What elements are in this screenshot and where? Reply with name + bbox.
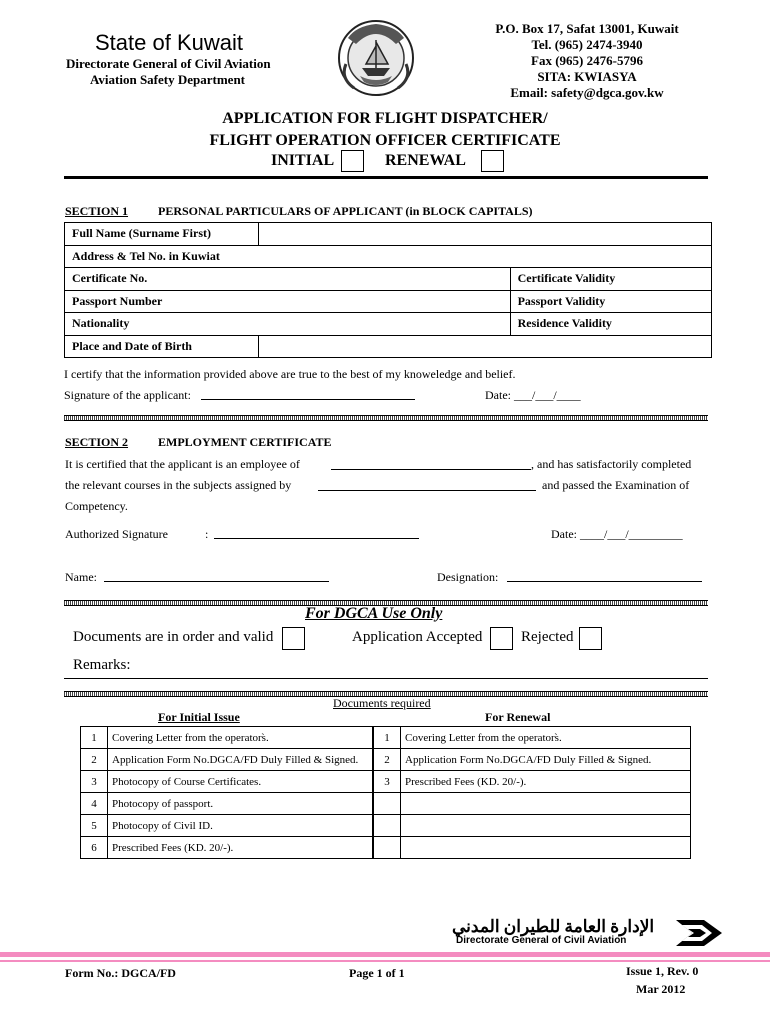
remarks-label: Remarks: (73, 657, 131, 673)
table-row (374, 727, 691, 749)
employer-field[interactable] (331, 469, 531, 470)
table-row (81, 749, 373, 771)
cert-validity-label[interactable]: Certificate Validity (510, 268, 711, 291)
footer-band-thin (0, 960, 770, 962)
doc-description (401, 793, 691, 815)
applicant-signature-line[interactable] (201, 399, 415, 400)
passport-validity-label[interactable]: Passport Validity (510, 290, 711, 313)
doc-number: 3 (81, 771, 108, 793)
residence-validity-label[interactable]: Residence Validity (510, 313, 711, 336)
title-line2: FLIGHT OPERATION OFFICER CERTIFICATE (209, 132, 561, 149)
doc-description: Prescribed Fees (KD. 20/-). (108, 837, 373, 859)
table-row (65, 245, 712, 268)
renewal-docs-table (373, 726, 691, 859)
documents-required-title: Documents required (333, 696, 431, 710)
doc-number (374, 793, 401, 815)
doc-number: 6 (81, 837, 108, 859)
table-row (81, 815, 373, 837)
dgca-logo-arrow-icon (676, 920, 722, 946)
table-row (374, 815, 691, 837)
contact-email: Email: safety@dgca.gov.kw (510, 85, 664, 100)
initial-issue-heading: For Initial Issue (158, 710, 240, 724)
authorized-signature-line[interactable] (214, 538, 419, 539)
renewal-option (385, 152, 466, 170)
doc-number: 3 (374, 771, 401, 793)
address-label[interactable]: Address & Tel No. in Kuwiat (65, 245, 712, 268)
initial-checkbox[interactable] (341, 150, 364, 172)
cert-no-label[interactable]: Certificate No. (65, 268, 511, 291)
initial-docs-table (80, 726, 373, 859)
doc-number: 4 (81, 793, 108, 815)
employment-line3: Competency. (65, 499, 128, 513)
doc-description: Application Form No.DGCA/FD Duly Filled & Signed. (108, 749, 373, 771)
nationality-label[interactable]: Nationality (65, 313, 511, 336)
designation-line[interactable] (507, 581, 702, 582)
doc-number: 1 (374, 727, 401, 749)
employment-line2a: the relevant courses in the subjects assigned by (65, 478, 292, 492)
section2-label: SECTION 2 (65, 435, 129, 449)
dgca-use-title: For DGCA Use Only (305, 605, 443, 622)
full-name-label: Full Name (Surname First) (65, 223, 259, 246)
table-row (65, 313, 712, 336)
kuwait-emblem (336, 18, 416, 100)
table-row (374, 837, 691, 859)
doc-description (401, 837, 691, 859)
employment-line1b: , and has satisfactorily completed (531, 457, 692, 471)
contact-block (470, 21, 704, 101)
issue-rev: Issue 1, Rev. 0 (626, 964, 699, 978)
form-title (150, 108, 620, 152)
form-number: Form No.: DGCA/FD (65, 966, 176, 980)
table-row (81, 771, 373, 793)
doc-description: Prescribed Fees (KD. 20/-). (401, 771, 691, 793)
divider-title (64, 176, 708, 179)
initial-option (271, 152, 334, 170)
doc-description (401, 815, 691, 837)
table-row (81, 793, 373, 815)
doc-number (374, 815, 401, 837)
section2-heading: EMPLOYMENT CERTIFICATE (158, 435, 332, 449)
divider-section1 (64, 415, 708, 421)
table-row (65, 290, 712, 313)
birth-field[interactable] (259, 335, 712, 358)
page-number: Page 1 of 1 (349, 966, 405, 980)
doc-description: Covering Letter from the operators̀. (401, 727, 691, 749)
section1-label: SECTION 1 (65, 204, 129, 218)
designation-label: Designation: (437, 570, 499, 584)
table-row (374, 793, 691, 815)
initial-label: INITIAL (271, 152, 335, 169)
doc-description: Photocopy of Civil ID. (108, 815, 373, 837)
name-label: Name: (65, 570, 97, 584)
doc-number: 5 (81, 815, 108, 837)
table-row (374, 771, 691, 793)
accepted-label: Application Accepted (352, 629, 483, 645)
authorized-signature-label: Authorized Signature (65, 527, 168, 541)
authorized-date[interactable]: Date: ____/___/_________ (551, 527, 683, 541)
rejected-checkbox[interactable] (579, 627, 602, 650)
contact-tel: Tel. (965) 2474-3940 (531, 37, 643, 52)
applicant-signature-label: Signature of the applicant: (64, 388, 191, 402)
doc-number: 2 (81, 749, 108, 771)
doc-number: 1 (81, 727, 108, 749)
dgca-logo-arabic: الإدارة العامة للطيران المدني (452, 917, 655, 936)
doc-description: Covering Letter from the operators̀. (108, 727, 373, 749)
doc-description: Application Form No.DGCA/FD Duly Filled & Signed. (401, 749, 691, 771)
passport-label[interactable]: Passport Number (65, 290, 511, 313)
table-row (65, 268, 712, 291)
applicant-date[interactable]: Date: ___/___/____ (485, 388, 581, 402)
title-line1: APPLICATION FOR FLIGHT DISPATCHER/ (222, 110, 548, 127)
docs-valid-label: Documents are in order and valid (73, 629, 274, 645)
authorized-signature-colon: : (205, 527, 209, 541)
state-title: State of Kuwait (95, 30, 243, 55)
docs-valid-checkbox[interactable] (282, 627, 305, 650)
table-row (65, 223, 712, 246)
doc-description: Photocopy of Course Certificates. (108, 771, 373, 793)
contact-fax: Fax (965) 2476-5796 (531, 53, 643, 68)
renewal-heading: For Renewal (485, 710, 551, 724)
department-name: Aviation Safety Department (90, 72, 246, 87)
renewal-label: RENEWAL (385, 152, 466, 169)
accepted-checkbox[interactable] (490, 627, 513, 650)
certify-statement: I certify that the information provided above are true to the best of my knoweledge and belief. (64, 367, 516, 381)
table-row (81, 727, 373, 749)
remarks-line[interactable] (64, 678, 708, 679)
renewal-checkbox[interactable] (481, 150, 504, 172)
personal-particulars-table (64, 222, 712, 358)
birth-label: Place and Date of Birth (65, 335, 259, 358)
table-row (65, 335, 712, 358)
table-row (374, 749, 691, 771)
doc-description: Photocopy of passport. (108, 793, 373, 815)
table-row (81, 837, 373, 859)
contact-address: P.O. Box 17, Safat 13001, Kuwait (495, 21, 679, 36)
full-name-field[interactable] (259, 223, 712, 246)
rejected-label: Rejected (521, 629, 574, 645)
footer-band (0, 952, 770, 957)
doc-number: 2 (374, 749, 401, 771)
directorate-name: Directorate General of Civil Aviation (66, 56, 271, 71)
employment-line2b: and passed the Examination of (542, 478, 690, 492)
contact-sita: SITA: KWIASYA (537, 69, 637, 84)
employment-line1a: It is certified that the applicant is an employee of (65, 457, 300, 471)
assigned-by-field[interactable] (318, 490, 536, 491)
section1-heading: PERSONAL PARTICULARS OF APPLICANT (in BLOCK CAPITALS) (158, 204, 533, 218)
doc-number (374, 837, 401, 859)
dgca-logo-english: Directorate General of Civil Aviation (456, 935, 627, 946)
issue-date: Mar 2012 (636, 982, 686, 996)
name-line[interactable] (104, 581, 329, 582)
